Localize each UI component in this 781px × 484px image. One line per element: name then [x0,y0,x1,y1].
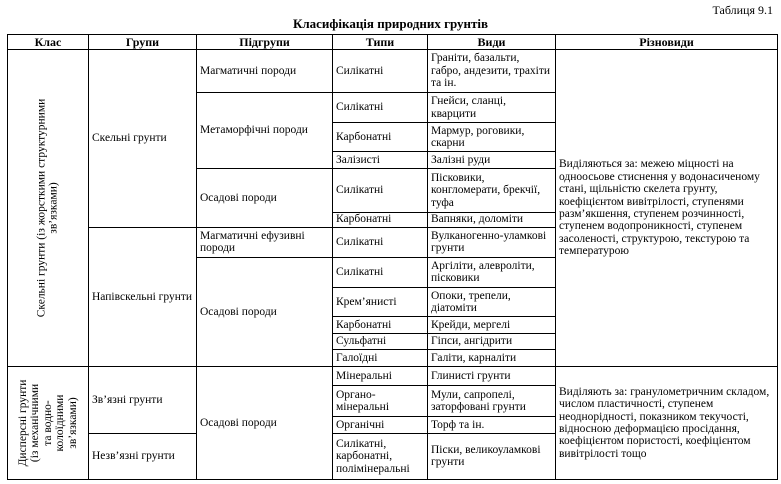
class-disperse-label [17,380,79,467]
type-cell: Галоїдні [333,350,428,367]
type-cell: Сульфатні [333,334,428,350]
header-kinds: Види [428,35,556,50]
table-title: Класифікація природних грунтів [292,16,489,31]
kind-cell: Опоки, трепели, діатоміти [428,288,556,317]
kind-cell: Торф та ін. [428,417,556,434]
kind-cell: Крейди, мергелі [428,317,556,334]
kind-cell: Гіпси, ангідрити [428,334,556,350]
group-non-cohesive: Незв’язні грунти [89,433,197,479]
class-disperse-line4: колоїдними [54,394,67,452]
class-disperse-line2: (із механічними [29,383,42,463]
type-cell: Карбонатні [333,212,428,227]
header-types: Типи [333,35,428,50]
type-cell: Силікатні [333,93,428,123]
group-cohesive: Зв’язні грунти [89,367,197,434]
kind-cell: Гнейси, сланці, кварцити [428,93,556,123]
type-cell: Крем’янисті [333,288,428,317]
class-rocky-line2: зв’язками) [48,182,60,234]
type-cell: Органо-мінеральні [333,385,428,416]
type-cell: Залізисті [333,152,428,169]
class-disperse-line5: зв’язками) [66,397,79,449]
varieties-rock: Виділяються за: межею міцності на одноосьове стиснення у водонасиченому стані, щільністю скелета грунту, коефіцієнтом вивітрілості, ступенями разм’якшення, ступенем розчинності, ступенем водопроникності, ступенем засоленості, структурою, текстурою та температурою [556,50,778,367]
kind-cell: Глинисті грунти [428,367,556,386]
type-cell: Силікатні [333,227,428,257]
kind-cell: Галіти, карналіти [428,350,556,367]
header-varieties: Різновиди [556,35,778,50]
subgroup-magmatic-effusive: Магматичні ефузивні породи [197,227,333,257]
kind-cell: Вулканогенно-уламкові грунти [428,227,556,257]
header-class: Клас [8,35,89,50]
type-cell: Силікатні [333,169,428,212]
kind-cell: Мули, сапропелі, заторфовані грунти [428,385,556,416]
subgroup-metamorphic: Метаморфічні породи [197,93,333,169]
group-semi-rocky: Напівскельні грунти [89,227,197,367]
subgroup-magmatic: Магматичні породи [197,50,333,93]
type-cell: Карбонатні [333,317,428,334]
type-cell: Карбонатні [333,123,428,152]
kind-cell: Піски, великоуламкові грунти [428,433,556,479]
table-row [8,367,778,386]
kind-cell: Аргіліти, алевроліти, пісковики [428,257,556,287]
kind-cell: Граніти, базальти, габро, андезити, трахіти та ін. [428,50,556,93]
class-disperse-line3: та водно- [41,400,54,446]
type-cell: Силікатні [333,257,428,287]
table-row [8,50,778,93]
type-cell: Органічні [333,417,428,434]
subgroup-sedimentary-3: Осадові породи [197,367,333,480]
class-disperse-line1: Дисперсні грунти [16,379,29,467]
type-cell: Силікатні [333,50,428,93]
class-rocky-line1: Скельні грунти (із жорсткими структурними [35,98,48,318]
class-disperse-soils [8,367,89,480]
varieties-disperse: Виділяють за: гранулометричним складом, числом пластичності, ступенем неоднорідності, показником текучості, відносною деформацією просідання, коефіцієнтом пористості, коефіцієнтом вивітрілості тощо [556,367,778,480]
subgroup-sedimentary-2: Осадові породи [197,257,333,366]
table-number: Таблиця 9.1 [712,3,773,17]
class-rocky-soils [8,50,89,367]
group-rocky: Скельні грунти [89,50,197,228]
class-rocky-label [36,99,61,318]
kind-cell: Мармур, роговики, скарни [428,123,556,152]
header-subgroups: Підгрупи [197,35,333,50]
kind-cell: Залізні руди [428,152,556,169]
type-cell: Мінеральні [333,367,428,386]
type-cell: Силікатні, карбонатні, полімінеральні [333,433,428,479]
header-groups: Групи [89,35,197,50]
subgroup-sedimentary: Осадові породи [197,169,333,227]
soil-classification-table [7,34,778,480]
kind-cell: Вапняки, доломіти [428,212,556,227]
header-row [8,35,778,50]
kind-cell: Пісковики, конгломерати, брекчії, туфа [428,169,556,212]
